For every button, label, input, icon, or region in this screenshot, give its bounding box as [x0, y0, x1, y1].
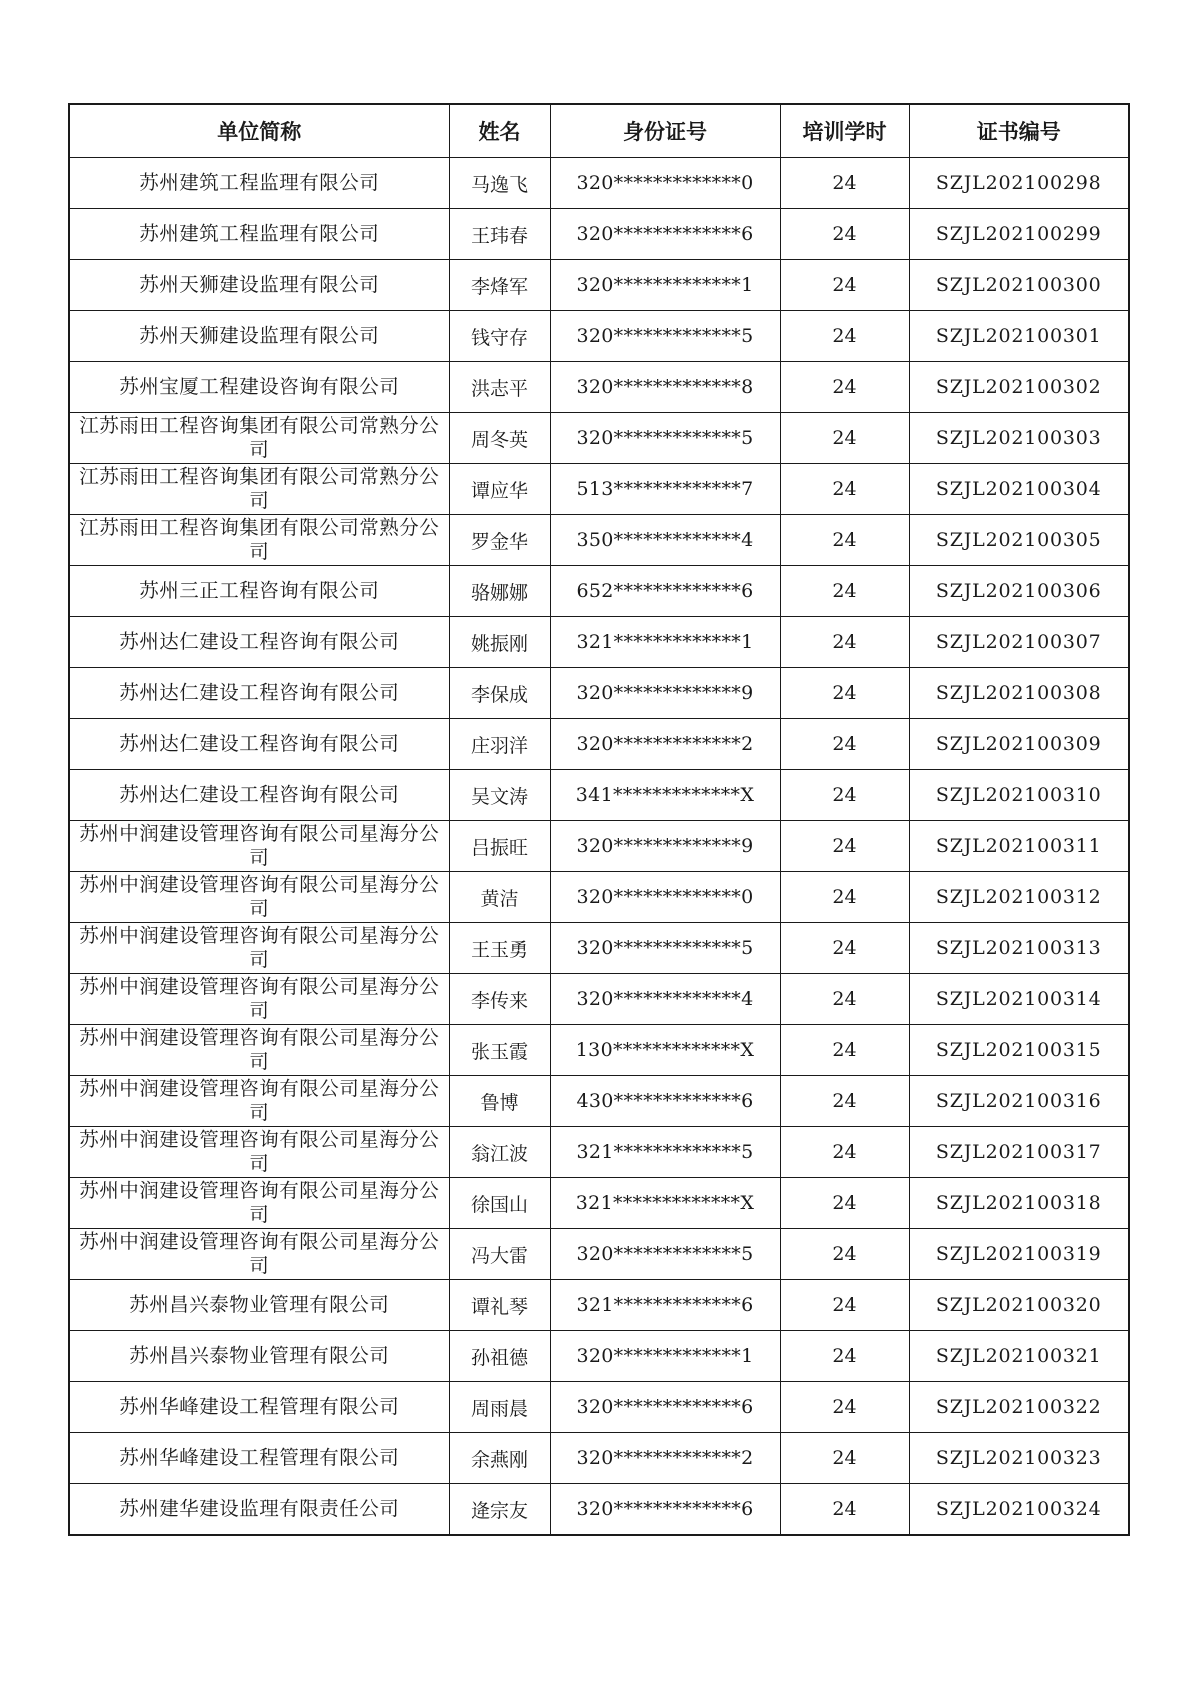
cell-name: 翁江波 — [449, 1127, 550, 1178]
cell-id-number: 320*************6 — [550, 1382, 780, 1433]
cell-cert-no: SZJL202100322 — [909, 1382, 1129, 1433]
table-row — [69, 158, 1129, 209]
cell-cert-no: SZJL202100306 — [909, 566, 1129, 617]
cell-hours: 24 — [780, 1484, 909, 1536]
cell-name: 周雨晨 — [449, 1382, 550, 1433]
table-row — [69, 209, 1129, 260]
cell-company: 苏州达仁建设工程咨询有限公司 — [69, 617, 449, 668]
table-row — [69, 311, 1129, 362]
header-cert-no: 证书编号 — [909, 104, 1129, 158]
cell-hours: 24 — [780, 464, 909, 515]
cell-name: 孙祖德 — [449, 1331, 550, 1382]
cell-name: 吴文涛 — [449, 770, 550, 821]
cell-hours: 24 — [780, 209, 909, 260]
cell-cert-no: SZJL202100315 — [909, 1025, 1129, 1076]
cell-hours: 24 — [780, 1331, 909, 1382]
cell-hours: 24 — [780, 668, 909, 719]
cell-company: 苏州华峰建设工程管理有限公司 — [69, 1433, 449, 1484]
cell-name: 洪志平 — [449, 362, 550, 413]
cell-cert-no: SZJL202100311 — [909, 821, 1129, 872]
cell-id-number: 320*************4 — [550, 974, 780, 1025]
cell-id-number: 320*************1 — [550, 260, 780, 311]
cell-hours: 24 — [780, 719, 909, 770]
cell-id-number: 320*************2 — [550, 1433, 780, 1484]
cell-id-number: 320*************9 — [550, 668, 780, 719]
table-row — [69, 1484, 1129, 1536]
cell-cert-no: SZJL202100324 — [909, 1484, 1129, 1536]
cell-name: 骆娜娜 — [449, 566, 550, 617]
cell-id-number: 320*************9 — [550, 821, 780, 872]
cell-id-number: 341*************X — [550, 770, 780, 821]
table-row — [69, 872, 1129, 923]
header-name: 姓名 — [449, 104, 550, 158]
cell-cert-no: SZJL202100307 — [909, 617, 1129, 668]
table-row — [69, 1433, 1129, 1484]
cell-id-number: 320*************2 — [550, 719, 780, 770]
cell-name: 徐国山 — [449, 1178, 550, 1229]
cell-company: 苏州达仁建设工程咨询有限公司 — [69, 770, 449, 821]
cell-id-number: 430*************6 — [550, 1076, 780, 1127]
cell-cert-no: SZJL202100317 — [909, 1127, 1129, 1178]
table-row — [69, 1280, 1129, 1331]
cell-hours: 24 — [780, 311, 909, 362]
table-row — [69, 260, 1129, 311]
cell-company: 苏州天狮建设监理有限公司 — [69, 311, 449, 362]
cell-hours: 24 — [780, 1178, 909, 1229]
cell-name: 谭应华 — [449, 464, 550, 515]
cell-company: 苏州中润建设管理咨询有限公司星海分公司 — [69, 974, 449, 1025]
cell-name: 罗金华 — [449, 515, 550, 566]
table-row — [69, 719, 1129, 770]
table-row — [69, 413, 1129, 464]
table-row — [69, 617, 1129, 668]
document-sheet — [68, 103, 1128, 1536]
cell-hours: 24 — [780, 821, 909, 872]
cell-id-number: 320*************0 — [550, 872, 780, 923]
cell-name: 王玉勇 — [449, 923, 550, 974]
cell-name: 庄羽洋 — [449, 719, 550, 770]
table-row — [69, 1076, 1129, 1127]
cell-company: 苏州昌兴泰物业管理有限公司 — [69, 1280, 449, 1331]
cell-hours: 24 — [780, 1025, 909, 1076]
cell-company: 苏州三正工程咨询有限公司 — [69, 566, 449, 617]
cell-hours: 24 — [780, 617, 909, 668]
cell-id-number: 320*************8 — [550, 362, 780, 413]
table-row — [69, 1331, 1129, 1382]
cell-cert-no: SZJL202100304 — [909, 464, 1129, 515]
cell-hours: 24 — [780, 1433, 909, 1484]
cell-hours: 24 — [780, 566, 909, 617]
cell-name: 黄洁 — [449, 872, 550, 923]
cell-cert-no: SZJL202100308 — [909, 668, 1129, 719]
cell-cert-no: SZJL202100318 — [909, 1178, 1129, 1229]
cell-hours: 24 — [780, 1127, 909, 1178]
cell-hours: 24 — [780, 1229, 909, 1280]
cell-company: 江苏雨田工程咨询集团有限公司常熟分公司 — [69, 515, 449, 566]
cell-company: 江苏雨田工程咨询集团有限公司常熟分公司 — [69, 413, 449, 464]
cell-id-number: 321*************5 — [550, 1127, 780, 1178]
cell-cert-no: SZJL202100301 — [909, 311, 1129, 362]
training-certificate-table — [68, 103, 1130, 1536]
table-row — [69, 1382, 1129, 1433]
table-row — [69, 464, 1129, 515]
cell-hours: 24 — [780, 1280, 909, 1331]
cell-hours: 24 — [780, 770, 909, 821]
table-row — [69, 566, 1129, 617]
cell-id-number: 513*************7 — [550, 464, 780, 515]
cell-company: 苏州中润建设管理咨询有限公司星海分公司 — [69, 1127, 449, 1178]
cell-cert-no: SZJL202100319 — [909, 1229, 1129, 1280]
cell-name: 谭礼琴 — [449, 1280, 550, 1331]
cell-cert-no: SZJL202100300 — [909, 260, 1129, 311]
table-row — [69, 668, 1129, 719]
cell-name: 李烽军 — [449, 260, 550, 311]
cell-company: 江苏雨田工程咨询集团有限公司常熟分公司 — [69, 464, 449, 515]
cell-name: 姚振刚 — [449, 617, 550, 668]
cell-name: 逄宗友 — [449, 1484, 550, 1536]
cell-id-number: 130*************X — [550, 1025, 780, 1076]
cell-cert-no: SZJL202100320 — [909, 1280, 1129, 1331]
cell-hours: 24 — [780, 923, 909, 974]
header-id-number: 身份证号 — [550, 104, 780, 158]
cell-company: 苏州天狮建设监理有限公司 — [69, 260, 449, 311]
cell-cert-no: SZJL202100302 — [909, 362, 1129, 413]
cell-id-number: 320*************0 — [550, 158, 780, 209]
cell-company: 苏州达仁建设工程咨询有限公司 — [69, 668, 449, 719]
cell-cert-no: SZJL202100312 — [909, 872, 1129, 923]
cell-name: 钱守存 — [449, 311, 550, 362]
cell-hours: 24 — [780, 362, 909, 413]
cell-cert-no: SZJL202100316 — [909, 1076, 1129, 1127]
table-row — [69, 1025, 1129, 1076]
table-row — [69, 515, 1129, 566]
cell-id-number: 320*************1 — [550, 1331, 780, 1382]
cell-company: 苏州中润建设管理咨询有限公司星海分公司 — [69, 1076, 449, 1127]
cell-hours: 24 — [780, 260, 909, 311]
cell-name: 冯大雷 — [449, 1229, 550, 1280]
cell-company: 苏州建筑工程监理有限公司 — [69, 158, 449, 209]
cell-id-number: 320*************5 — [550, 1229, 780, 1280]
cell-cert-no: SZJL202100303 — [909, 413, 1129, 464]
table-row — [69, 974, 1129, 1025]
table-row — [69, 1127, 1129, 1178]
cell-hours: 24 — [780, 974, 909, 1025]
cell-hours: 24 — [780, 872, 909, 923]
header-hours: 培训学时 — [780, 104, 909, 158]
cell-name: 李保成 — [449, 668, 550, 719]
table-row — [69, 1229, 1129, 1280]
cell-cert-no: SZJL202100313 — [909, 923, 1129, 974]
cell-company: 苏州中润建设管理咨询有限公司星海分公司 — [69, 1229, 449, 1280]
table-row — [69, 821, 1129, 872]
cell-cert-no: SZJL202100310 — [909, 770, 1129, 821]
table-row — [69, 770, 1129, 821]
cell-name: 周冬英 — [449, 413, 550, 464]
cell-id-number: 350*************4 — [550, 515, 780, 566]
cell-cert-no: SZJL202100298 — [909, 158, 1129, 209]
cell-id-number: 320*************5 — [550, 923, 780, 974]
cell-name: 王玮春 — [449, 209, 550, 260]
cell-company: 苏州宝厦工程建设咨询有限公司 — [69, 362, 449, 413]
cell-name: 吕振旺 — [449, 821, 550, 872]
cell-hours: 24 — [780, 515, 909, 566]
cell-company: 苏州达仁建设工程咨询有限公司 — [69, 719, 449, 770]
cell-company: 苏州中润建设管理咨询有限公司星海分公司 — [69, 821, 449, 872]
cell-name: 鲁博 — [449, 1076, 550, 1127]
cell-hours: 24 — [780, 1382, 909, 1433]
cell-id-number: 320*************6 — [550, 209, 780, 260]
table-header-row — [69, 104, 1129, 158]
cell-id-number: 652*************6 — [550, 566, 780, 617]
table-row — [69, 1178, 1129, 1229]
cell-name: 李传来 — [449, 974, 550, 1025]
header-company: 单位简称 — [69, 104, 449, 158]
cell-company: 苏州中润建设管理咨询有限公司星海分公司 — [69, 1178, 449, 1229]
cell-id-number: 321*************6 — [550, 1280, 780, 1331]
cell-company: 苏州中润建设管理咨询有限公司星海分公司 — [69, 1025, 449, 1076]
table-row — [69, 923, 1129, 974]
cell-company: 苏州建华建设监理有限责任公司 — [69, 1484, 449, 1536]
cell-cert-no: SZJL202100309 — [909, 719, 1129, 770]
cell-id-number: 321*************1 — [550, 617, 780, 668]
cell-cert-no: SZJL202100314 — [909, 974, 1129, 1025]
cell-company: 苏州建筑工程监理有限公司 — [69, 209, 449, 260]
table-body — [69, 158, 1129, 1536]
cell-cert-no: SZJL202100305 — [909, 515, 1129, 566]
cell-id-number: 320*************5 — [550, 311, 780, 362]
table-row — [69, 362, 1129, 413]
cell-name: 马逸飞 — [449, 158, 550, 209]
cell-hours: 24 — [780, 413, 909, 464]
cell-cert-no: SZJL202100323 — [909, 1433, 1129, 1484]
cell-name: 张玉霞 — [449, 1025, 550, 1076]
cell-company: 苏州中润建设管理咨询有限公司星海分公司 — [69, 872, 449, 923]
cell-cert-no: SZJL202100321 — [909, 1331, 1129, 1382]
cell-company: 苏州华峰建设工程管理有限公司 — [69, 1382, 449, 1433]
cell-id-number: 321*************X — [550, 1178, 780, 1229]
cell-cert-no: SZJL202100299 — [909, 209, 1129, 260]
cell-hours: 24 — [780, 1076, 909, 1127]
cell-id-number: 320*************5 — [550, 413, 780, 464]
cell-hours: 24 — [780, 158, 909, 209]
cell-company: 苏州中润建设管理咨询有限公司星海分公司 — [69, 923, 449, 974]
cell-company: 苏州昌兴泰物业管理有限公司 — [69, 1331, 449, 1382]
cell-name: 余燕刚 — [449, 1433, 550, 1484]
cell-id-number: 320*************6 — [550, 1484, 780, 1536]
